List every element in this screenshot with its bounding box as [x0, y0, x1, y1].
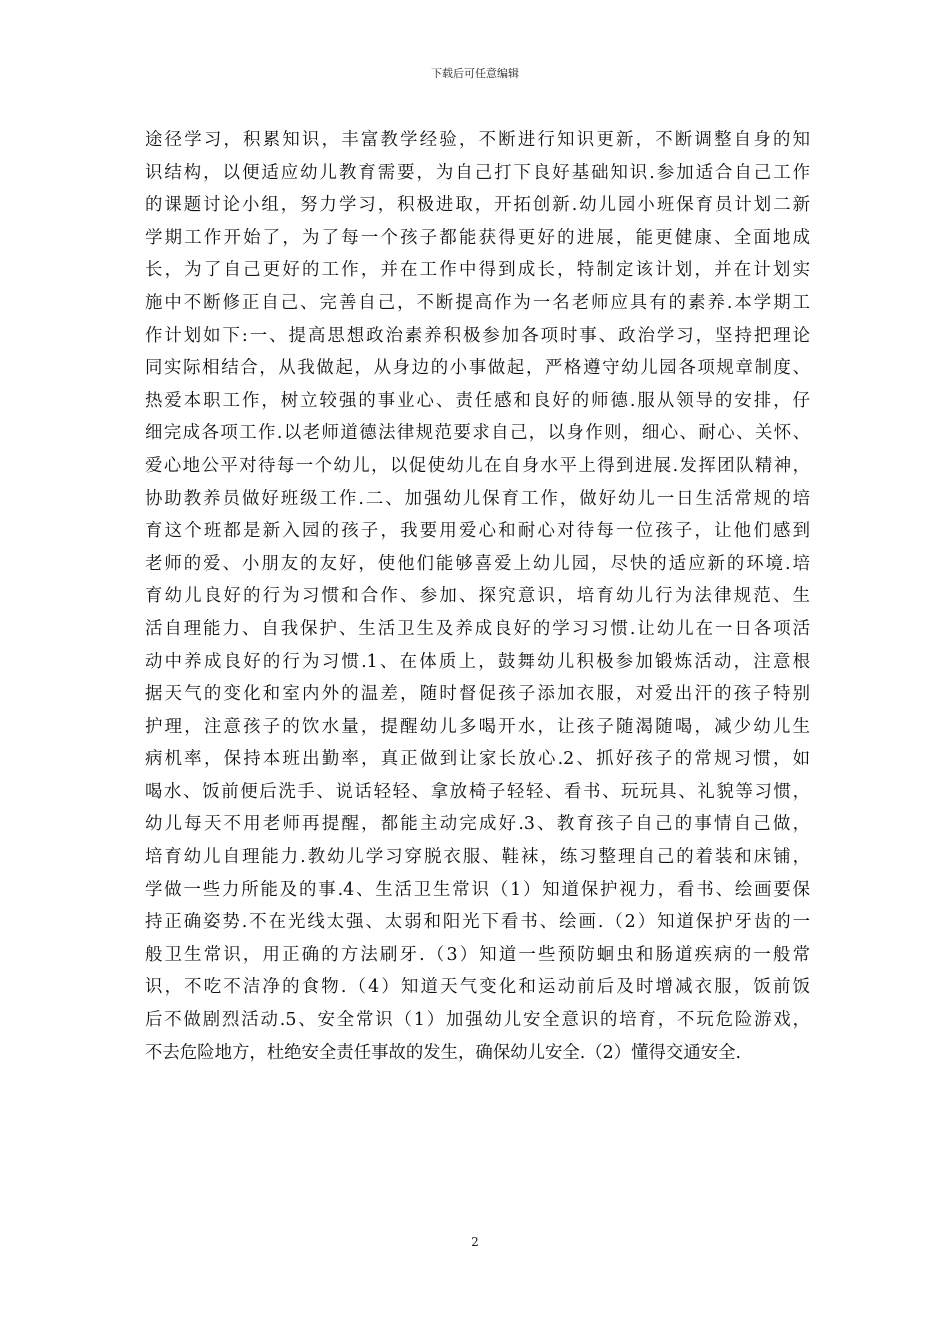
- body-line: 持正确姿势.不在光线太强、太弱和阳光下看书、绘画.（2）知道保护牙齿的一: [145, 912, 810, 933]
- body-line: 爱心地公平对待每一个幼儿，以促使幼儿在自身水平上得到进展.发挥团队精神，: [145, 455, 810, 476]
- body-line: 同实际相结合，从我做起，从身边的小事做起，严格遵守幼儿园各项规章制度、: [145, 358, 810, 379]
- body-line: 培育幼儿自理能力.教幼儿学习穿脱衣服、鞋袜，练习整理自己的着装和床铺，: [145, 847, 810, 868]
- body-line: 细完成各项工作.以老师道德法律规范要求自己，以身作则，细心、耐心、关怀、: [145, 423, 810, 444]
- body-line: 识结构，以便适应幼儿教育需要，为自己打下良好基础知识.参加适合自己工作: [145, 162, 810, 183]
- body-line: 不去危险地方，杜绝安全责任事故的发生，确保幼儿安全.（2）懂得交通安全.: [145, 1042, 742, 1063]
- body-line: 喝水、饭前便后洗手、说话轻轻、拿放椅子轻轻、看书、玩玩具、礼貌等习惯，: [145, 781, 810, 802]
- body-line: 老师的爱、小朋友的友好，使他们能够喜爱上幼儿园，尽快的适应新的环境.培: [145, 553, 810, 574]
- body-line: 护理，注意孩子的饮水量，提醒幼儿多喝开水，让孩子随渴随喝，减少幼儿生: [145, 716, 810, 737]
- body-line: 病机率，保持本班出勤率，真正做到让家长放心.2、抓好孩子的常规习惯，如: [145, 749, 810, 770]
- body-line: 的课题讨论小组，努力学习，积极进取，开拓创新.幼儿园小班保育员计划二新: [145, 195, 810, 216]
- body-line: 识，不吃不洁净的食物.（4）知道天气变化和运动前后及时增减衣服，饭前饭: [145, 977, 810, 998]
- body-line: 学做一些力所能及的事.4、生活卫生常识（1）知道保护视力，看书、绘画要保: [145, 879, 810, 900]
- body-line: 协助教养员做好班级工作.二、加强幼儿保育工作，做好幼儿一日生活常规的培: [145, 488, 810, 509]
- body-line: 据天气的变化和室内外的温差，随时督促孩子添加衣服，对爱出汗的孩子特别: [145, 684, 810, 705]
- body-line: 施中不断修正自己、完善自己，不断提高作为一名老师应具有的素养.本学期工: [145, 292, 810, 313]
- body-line: 长，为了自己更好的工作，并在工作中得到成长，特制定该计划，并在计划实: [145, 260, 810, 281]
- body-line: 学期工作开始了，为了每一个孩子都能获得更好的进展，能更健康、全面地成: [145, 227, 810, 248]
- body-line: 育这个班都是新入园的孩子，我要用爱心和耐心对待每一位孩子，让他们感到: [145, 521, 810, 542]
- body-line: 作计划如下:一、提高思想政治素养积极参加各项时事、政治学习，坚持把理论: [145, 325, 810, 346]
- body-line: 途径学习，积累知识，丰富教学经验，不断进行知识更新，不断调整自身的知: [145, 130, 810, 150]
- body-line: 动中养成良好的行为习惯.1、在体质上，鼓舞幼儿积极参加锻炼活动，注意根: [145, 651, 810, 672]
- body-text: [145, 124, 810, 1069]
- body-line: 活自理能力、自我保护、生活卫生及养成良好的学习习惯.让幼儿在一日各项活: [145, 618, 810, 639]
- body-line: 后不做剧烈活动.5、安全常识（1）加强幼儿安全意识的培育，不玩危险游戏，: [145, 1010, 810, 1031]
- page-header: 下载后可任意编辑: [431, 67, 519, 80]
- body-line: 般卫生常识，用正确的方法刷牙.（3）知道一些预防蛔虫和肠道疾病的一般常: [145, 944, 810, 965]
- body-line: 育幼儿良好的行为习惯和合作、参加、探究意识，培育幼儿行为法律规范、生: [145, 586, 810, 607]
- body-line: 热爱本职工作，树立较强的事业心、责任感和良好的师德.服从领导的安排，仔: [145, 390, 810, 411]
- body-line: 幼儿每天不用老师再提醒，都能主动完成好.3、教育孩子自己的事情自己做，: [145, 814, 810, 835]
- page-number: 2: [471, 1235, 479, 1249]
